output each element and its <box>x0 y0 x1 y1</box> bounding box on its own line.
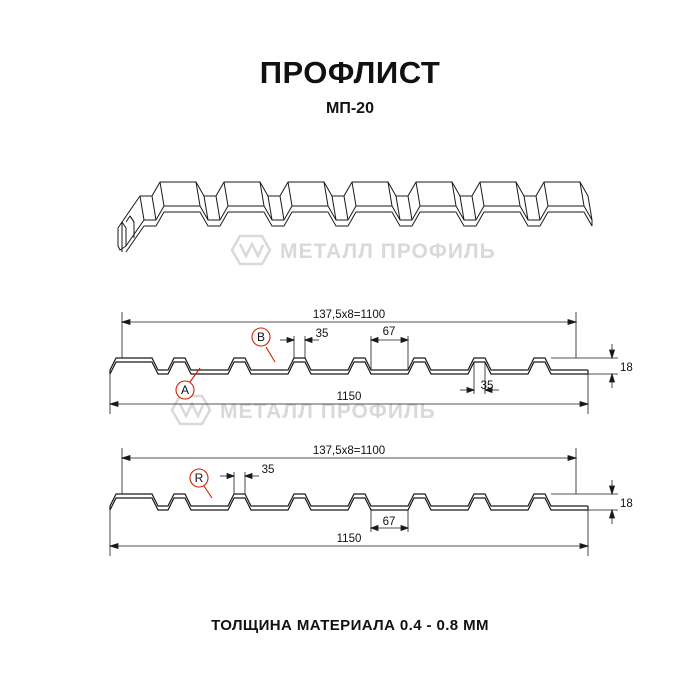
dim-working-top-label: 137,5х8=1100 <box>312 309 386 321</box>
dim-overall-top-label: 1150 <box>336 391 362 403</box>
dim-rib-bottom-label: 35 <box>261 464 275 476</box>
callout-r-bottom-label: R <box>194 471 204 485</box>
svg-text:МЕТАЛЛ ПРОФИЛЬ: МЕТАЛЛ ПРОФИЛЬ <box>220 400 436 423</box>
dim-rib-top-label: 35 <box>315 328 329 340</box>
watermark-bottom <box>172 396 436 424</box>
callout-b-top-label: B <box>256 330 266 344</box>
material-thickness-note: ТОЛЩИНА МАТЕРИАЛА 0.4 - 0.8 ММ <box>211 617 489 634</box>
dim-height-top <box>551 344 618 388</box>
profile-section-bottom <box>110 494 588 510</box>
callout-a-top-label: A <box>180 383 190 397</box>
profile-section-top <box>110 358 588 374</box>
page-subtitle: МП-20 <box>326 100 374 117</box>
dim-rib-bottom <box>220 472 259 494</box>
dim-height-bottom <box>551 480 618 524</box>
dim-height-bottom-label: 18 <box>620 498 633 510</box>
dim-rib-bottom-top-label: 35 <box>480 380 494 392</box>
dim-overall-bottom-label: 1150 <box>336 533 362 545</box>
page-title: ПРОФЛИСТ <box>259 55 441 90</box>
svg-text:МЕТАЛЛ ПРОФИЛЬ: МЕТАЛЛ ПРОФИЛЬ <box>280 240 496 263</box>
dim-height-top-label: 18 <box>620 362 633 374</box>
dim-rib-top <box>280 336 319 358</box>
dim-flat-top-label: 67 <box>382 326 396 338</box>
dim-flat-bottom-label: 67 <box>382 516 396 528</box>
dim-working-bottom-label: 137,5х8=1100 <box>312 445 386 457</box>
dim-flat-top <box>371 336 408 370</box>
watermark-top <box>232 236 496 264</box>
